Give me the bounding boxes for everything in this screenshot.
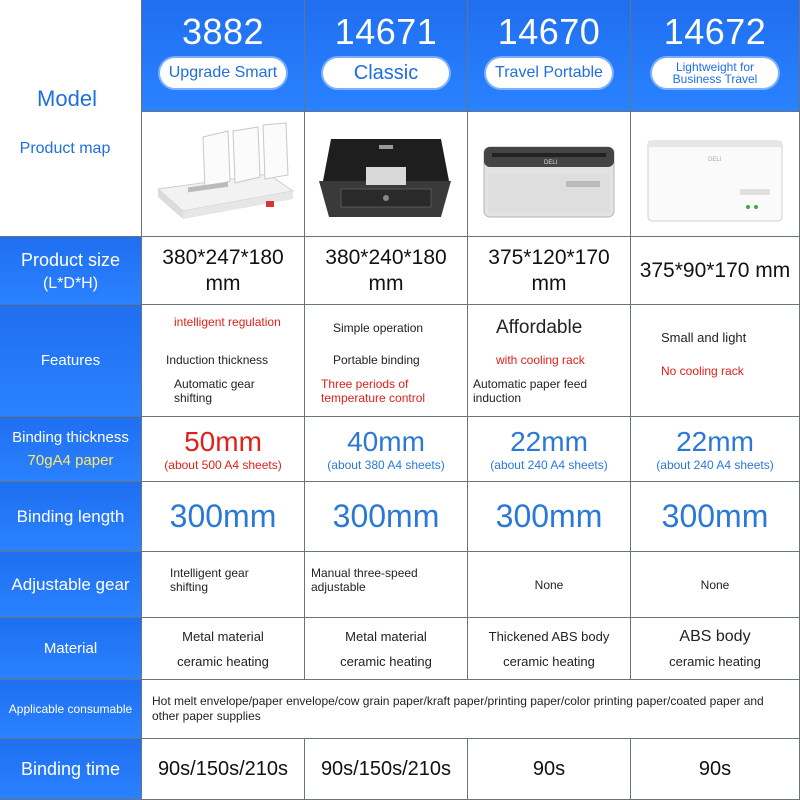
- length-value: 300mm: [661, 498, 769, 534]
- row-label-binding-thickness: [0, 417, 142, 482]
- size-cell: [631, 237, 800, 305]
- feature-text: Affordable: [496, 317, 583, 338]
- binding-machine-image: [311, 119, 461, 229]
- size-value: 380*240*180 mm: [325, 245, 447, 295]
- thickness-cell: [631, 417, 800, 482]
- length-cell: [142, 482, 305, 552]
- size-cell: [305, 237, 468, 305]
- features-cell: [305, 305, 468, 417]
- thickness-value: 40mm: [347, 426, 425, 457]
- feature-text: Three periods of temperature control: [321, 377, 426, 405]
- model-header-14672: [631, 0, 800, 112]
- row-label-text: Applicable consumable: [8, 702, 133, 716]
- time-value: 90s: [698, 757, 732, 780]
- row-label-text: Adjustable gear: [11, 574, 130, 594]
- material-cell: [631, 618, 800, 680]
- model-tag: Classic: [323, 58, 449, 88]
- binding-machine-image: [474, 119, 624, 229]
- thickness-value: 22mm: [510, 426, 588, 457]
- gear-value: None: [700, 577, 730, 592]
- size-cell: [142, 237, 305, 305]
- row-label-subtext: 70gA4 paper: [27, 451, 114, 469]
- row-label-text: Binding time: [20, 759, 121, 779]
- row-label-text: Features: [40, 351, 101, 369]
- header-corner: [0, 0, 142, 237]
- feature-text: Portable binding: [333, 353, 420, 367]
- thickness-cell: [468, 417, 631, 482]
- thickness-cell: [305, 417, 468, 482]
- gear-cell: [305, 552, 468, 618]
- feature-text: with cooling rack: [496, 353, 585, 367]
- row-label-binding-time: [0, 739, 142, 800]
- time-cell: [142, 739, 305, 800]
- consumable-text: Hot melt envelope/paper envelope/cow grain paper/kraft paper/printing paper/color printing paper/coated paper and other paper supplies: [152, 694, 764, 723]
- thickness-value: 50mm: [184, 426, 262, 457]
- material-cell: [468, 618, 631, 680]
- features-cell: [631, 305, 800, 417]
- material-line: ceramic heating: [503, 653, 595, 669]
- size-value: 375*120*170 mm: [488, 245, 610, 295]
- product-image-14672: [631, 112, 800, 237]
- row-label-text: Material: [43, 639, 98, 657]
- gear-value: None: [534, 577, 564, 592]
- size-value: 380*247*180 mm: [162, 245, 284, 295]
- time-cell: [305, 739, 468, 800]
- length-cell: [305, 482, 468, 552]
- time-cell: [468, 739, 631, 800]
- features-cell: [142, 305, 305, 417]
- product-image-14670: [468, 112, 631, 237]
- model-number: 14670: [497, 11, 601, 52]
- feature-text: No cooling rack: [661, 364, 744, 378]
- features-cell: [468, 305, 631, 417]
- row-label-features: [0, 305, 142, 417]
- time-cell: [631, 739, 800, 800]
- material-line: ceramic heating: [340, 653, 432, 669]
- size-value: 375*90*170 mm: [639, 258, 791, 282]
- model-tag: Travel Portable: [486, 58, 612, 88]
- material-line: Thickened ABS body: [488, 628, 610, 644]
- consumable-cell: [142, 680, 800, 739]
- svg-text:DELI: DELI: [544, 160, 558, 166]
- thickness-note: (about 380 A4 sheets): [327, 458, 445, 472]
- feature-text: intelligent regulation: [174, 315, 281, 329]
- product-image-14671: [305, 112, 468, 237]
- row-label-material: [0, 618, 142, 680]
- binding-machine-image: [148, 119, 298, 229]
- material-cell: [142, 618, 305, 680]
- material-line: Metal material: [345, 628, 427, 644]
- row-label-subtext: (L*D*H): [42, 274, 99, 292]
- length-value: 300mm: [332, 498, 440, 534]
- product-map-label: Product map: [19, 140, 111, 157]
- thickness-note: (about 240 A4 sheets): [490, 458, 608, 472]
- row-label-text: Binding thickness: [12, 428, 129, 446]
- model-header-3882: [142, 0, 305, 112]
- model-header-14671: [305, 0, 468, 112]
- length-cell: [468, 482, 631, 552]
- gear-value: Manual three-speed adjustable: [311, 566, 418, 594]
- gear-cell: [142, 552, 305, 618]
- material-line: Metal material: [182, 628, 264, 644]
- model-tag: Upgrade Smart: [160, 58, 286, 88]
- model-tag: [652, 58, 778, 88]
- feature-text: Small and light: [661, 330, 747, 345]
- model-number: 3882: [181, 11, 265, 52]
- length-cell: [631, 482, 800, 552]
- size-cell: [468, 237, 631, 305]
- feature-text: Simple operation: [333, 321, 424, 335]
- row-label-text: Product size: [20, 249, 121, 270]
- row-label-text: Binding length: [16, 506, 125, 526]
- svg-text:DELI: DELI: [708, 157, 722, 163]
- time-value: 90s/150s/210s: [157, 757, 289, 780]
- material-line: ceramic heating: [669, 653, 761, 669]
- feature-text: Automatic paper feed induction: [473, 377, 588, 405]
- row-label-product-size: [0, 237, 142, 305]
- model-number: 14672: [663, 11, 767, 52]
- length-value: 300mm: [169, 498, 277, 534]
- model-label: Model: [37, 86, 97, 111]
- material-line: ABS body: [679, 627, 751, 645]
- material-cell: [305, 618, 468, 680]
- thickness-note: (about 240 A4 sheets): [656, 458, 774, 472]
- feature-text: Induction thickness: [166, 353, 269, 367]
- model-number: 14671: [334, 11, 438, 52]
- thickness-cell: [142, 417, 305, 482]
- model-header-14670: [468, 0, 631, 112]
- time-value: 90s/150s/210s: [320, 757, 452, 780]
- model-tag-line: Business Travel: [672, 72, 758, 86]
- gear-cell: [631, 552, 800, 618]
- thickness-note: (about 500 A4 sheets): [164, 458, 282, 472]
- thickness-value: 22mm: [676, 426, 754, 457]
- row-label-binding-length: [0, 482, 142, 552]
- binding-machine-image: [640, 119, 790, 229]
- product-image-3882: [142, 112, 305, 237]
- model-tag-line: Lightweight for: [675, 60, 755, 74]
- material-line: ceramic heating: [177, 653, 269, 669]
- time-value: 90s: [532, 757, 566, 780]
- row-label-adjustable-gear: [0, 552, 142, 618]
- gear-cell: [468, 552, 631, 618]
- length-value: 300mm: [495, 498, 603, 534]
- gear-value: Intelligent gear shifting: [170, 566, 249, 594]
- row-label-applicable-consumable: [0, 680, 142, 739]
- feature-text: Automatic gear shifting: [174, 377, 255, 405]
